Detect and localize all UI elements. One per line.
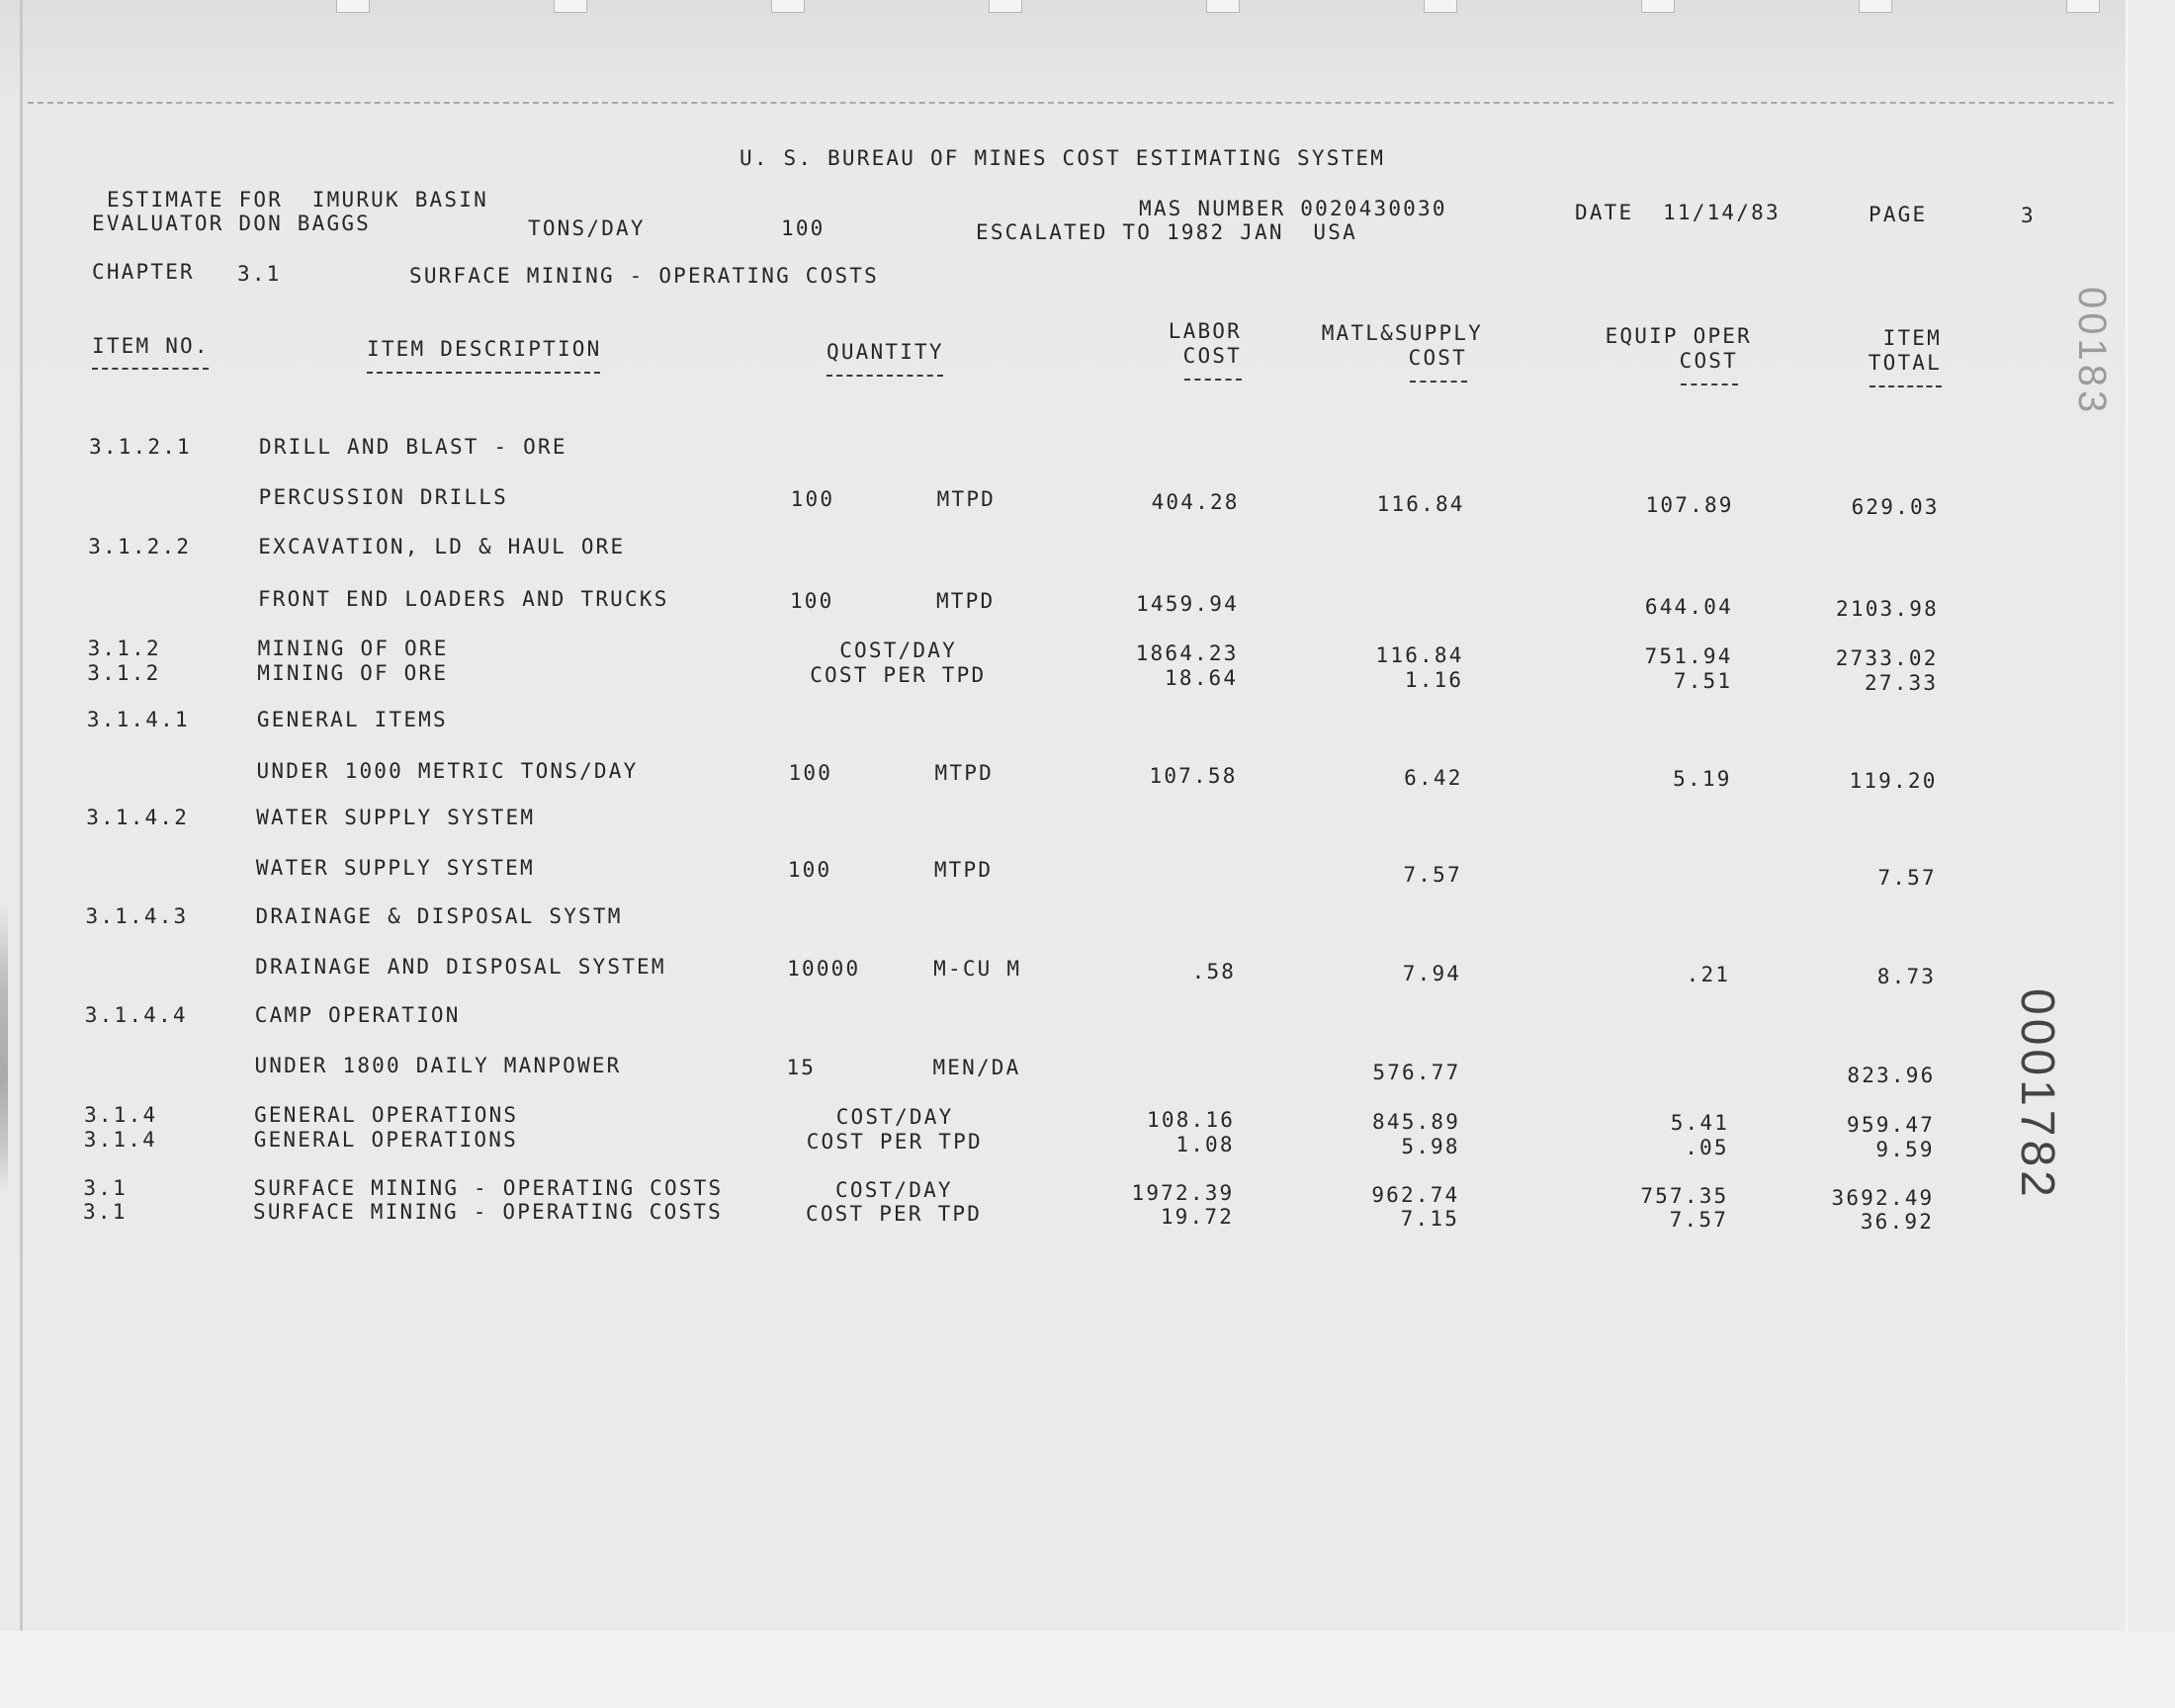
- item-description: MINING OF ORE: [257, 637, 449, 660]
- quantity-value: 100: [790, 487, 835, 511]
- col-item-no: ITEM NO.: [92, 334, 210, 358]
- item-total: 2733.02: [1835, 646, 1939, 670]
- page-label: PAGE: [1869, 203, 1928, 226]
- item-number: 3.1.4: [83, 1128, 157, 1152]
- item-description: MINING OF ORE: [257, 661, 449, 685]
- equip-oper-cost: 7.51: [1673, 669, 1733, 693]
- item-number: 3.1: [83, 1176, 128, 1200]
- equip-oper-cost: 7.57: [1669, 1208, 1729, 1232]
- labor-cost: 1972.39: [1131, 1181, 1235, 1205]
- col-total-line2: TOTAL: [1868, 351, 1942, 375]
- quantity-value: 100: [787, 858, 832, 882]
- matl-supply-cost: 6.42: [1404, 766, 1463, 790]
- item-description: DRAINAGE AND DISPOSAL SYSTEM: [255, 955, 666, 979]
- equip-oper-cost: 757.35: [1640, 1184, 1729, 1208]
- col-labor-line1: LABOR: [1168, 319, 1242, 343]
- cost-basis: COST PER TPD: [805, 1202, 983, 1226]
- col-equip-line1: EQUIP OPER: [1605, 324, 1752, 348]
- margin-stamp: 0001782: [2011, 988, 2063, 1201]
- equip-oper-cost: 5.19: [1673, 767, 1732, 791]
- tractor-hole: [989, 0, 1022, 13]
- quantity-unit: MEN/DA: [932, 1056, 1021, 1079]
- labor-cost: 404.28: [1151, 490, 1240, 514]
- labor-cost: 107.58: [1149, 764, 1238, 788]
- col-quantity: QUANTITY: [826, 340, 944, 364]
- chapter-title: SURFACE MINING - OPERATING COSTS: [409, 264, 879, 288]
- item-description: UNDER 1800 DAILY MANPOWER: [254, 1054, 622, 1077]
- item-number: 3.1.2: [87, 661, 161, 685]
- col-total-line1: ITEM: [1882, 326, 1942, 350]
- item-number: 3.1.2.1: [89, 435, 192, 459]
- tractor-hole: [771, 0, 805, 13]
- item-total: 3692.49: [1831, 1186, 1935, 1210]
- col-description: ITEM DESCRIPTION: [367, 337, 602, 361]
- tractor-hole: [1859, 0, 1892, 13]
- item-number: 3.1.4.3: [85, 904, 189, 928]
- matl-supply-cost: 7.57: [1403, 863, 1462, 887]
- labor-cost: .58: [1191, 960, 1237, 983]
- item-description: WATER SUPPLY SYSTEM: [256, 806, 536, 829]
- item-number: 3.1.4.1: [86, 708, 190, 731]
- tons-day-value: 100: [781, 216, 826, 240]
- col-underline: [1410, 381, 1467, 383]
- quantity-value: 100: [788, 761, 833, 785]
- cost-basis: COST PER TPD: [806, 1130, 983, 1153]
- matl-supply-cost: 845.89: [1372, 1110, 1461, 1134]
- item-number: 3.1: [83, 1200, 128, 1224]
- estimate-for: ESTIMATE FOR IMURUK BASIN: [107, 188, 488, 212]
- labor-cost: 19.72: [1160, 1205, 1235, 1229]
- tractor-hole: [1641, 0, 1675, 13]
- item-total: 959.47: [1847, 1113, 1936, 1137]
- item-total: 7.57: [1877, 866, 1937, 890]
- margin-stamp-faint: 00183: [2070, 287, 2114, 417]
- item-description: PERCUSSION DRILLS: [258, 485, 508, 509]
- cost-basis: COST/DAY: [839, 639, 957, 662]
- cost-basis: COST/DAY: [835, 1178, 953, 1202]
- tons-day-label: TONS/DAY: [528, 216, 646, 240]
- escalated-to: ESCALATED TO 1982 JAN USA: [976, 220, 1357, 244]
- scan-bottom-margin: [0, 1631, 2175, 1708]
- matl-supply-cost: 116.84: [1375, 643, 1464, 667]
- equip-oper-cost: .21: [1686, 963, 1731, 986]
- item-total: 119.20: [1849, 769, 1938, 793]
- cost-basis: COST/DAY: [835, 1105, 954, 1129]
- equip-oper-cost: 107.89: [1645, 493, 1734, 517]
- quantity-unit: M-CU M: [933, 957, 1022, 981]
- report-date: DATE 11/14/83: [1575, 201, 1781, 224]
- matl-supply-cost: 116.84: [1376, 492, 1465, 516]
- chapter-label: CHAPTER: [92, 260, 195, 284]
- equip-oper-cost: 751.94: [1644, 644, 1733, 668]
- item-number: 3.1.4.4: [84, 1003, 188, 1027]
- col-underline: [367, 372, 600, 374]
- item-total: 27.33: [1865, 671, 1939, 695]
- mas-number: MAS NUMBER 0020430030: [1139, 197, 1447, 220]
- item-description: UNDER 1000 METRIC TONS/DAY: [256, 759, 639, 783]
- item-total: 36.92: [1860, 1210, 1935, 1234]
- quantity-unit: MTPD: [935, 589, 996, 613]
- quantity-value: 10000: [787, 957, 861, 981]
- matl-supply-cost: 962.74: [1371, 1183, 1460, 1207]
- matl-supply-cost: 7.94: [1402, 962, 1462, 985]
- item-total: 9.59: [1875, 1138, 1935, 1161]
- item-number: 3.1.4: [84, 1103, 158, 1127]
- item-description: CAMP OPERATION: [254, 1003, 461, 1027]
- chapter-number: 3.1: [237, 262, 282, 286]
- evaluator: EVALUATOR DON BAGGS: [92, 212, 372, 235]
- scan-edge-shadow: [0, 899, 8, 1196]
- item-description: DRILL AND BLAST - ORE: [259, 435, 567, 459]
- item-description: FRONT END LOADERS AND TRUCKS: [257, 587, 669, 611]
- quantity-unit: MTPD: [933, 858, 994, 882]
- equip-oper-cost: 5.41: [1670, 1111, 1730, 1135]
- item-description: SURFACE MINING - OPERATING COSTS: [253, 1176, 724, 1200]
- col-underline: [826, 375, 943, 377]
- quantity-value: 15: [786, 1056, 817, 1079]
- matl-supply-cost: 1.16: [1404, 668, 1464, 692]
- item-total: 2103.98: [1836, 597, 1939, 621]
- item-total: 823.96: [1847, 1064, 1936, 1087]
- tractor-hole: [336, 0, 370, 13]
- equip-oper-cost: 644.04: [1644, 595, 1733, 619]
- col-underline: [1681, 384, 1738, 385]
- labor-cost: 1459.94: [1136, 592, 1239, 616]
- labor-cost: 1.08: [1175, 1133, 1235, 1156]
- equip-oper-cost: .05: [1685, 1136, 1729, 1159]
- item-number: 3.1.2: [87, 637, 161, 660]
- col-equip-line2: COST: [1679, 349, 1738, 373]
- labor-cost: 1864.23: [1135, 641, 1239, 665]
- tractor-hole: [1206, 0, 1240, 13]
- tractor-hole: [554, 0, 587, 13]
- item-total: 8.73: [1876, 965, 1937, 988]
- report-title: U. S. BUREAU OF MINES COST ESTIMATING SYSTEM: [740, 146, 1386, 170]
- item-description: GENERAL OPERATIONS: [253, 1128, 518, 1152]
- item-description: SURFACE MINING - OPERATING COSTS: [253, 1200, 724, 1224]
- labor-cost: 108.16: [1147, 1108, 1236, 1132]
- col-underline: [1184, 379, 1242, 381]
- labor-cost: 18.64: [1165, 666, 1239, 690]
- quantity-unit: MTPD: [936, 487, 997, 511]
- tractor-hole: [2066, 0, 2100, 13]
- cost-basis: COST PER TPD: [810, 663, 987, 687]
- quantity-value: 100: [789, 589, 834, 613]
- item-number: 3.1.2.2: [88, 535, 192, 558]
- matl-supply-cost: 5.98: [1401, 1135, 1460, 1158]
- matl-supply-cost: 576.77: [1372, 1061, 1461, 1084]
- item-description: DRAINAGE & DISPOSAL SYSTM: [255, 904, 623, 928]
- item-number: 3.1.4.2: [86, 806, 190, 829]
- col-underline: [92, 368, 209, 370]
- col-labor-line2: COST: [1182, 344, 1242, 368]
- col-matl-line2: COST: [1408, 346, 1467, 370]
- item-description: WATER SUPPLY SYSTEM: [255, 856, 535, 880]
- col-matl-line1: MATL&SUPPLY: [1321, 321, 1483, 345]
- quantity-unit: MTPD: [934, 761, 994, 785]
- perforation-line: [28, 102, 2114, 104]
- tractor-hole: [1424, 0, 1457, 13]
- matl-supply-cost: 7.15: [1400, 1207, 1460, 1231]
- item-description: GENERAL OPERATIONS: [254, 1103, 519, 1127]
- item-description: EXCAVATION, LD & HAUL ORE: [258, 535, 626, 558]
- item-description: GENERAL ITEMS: [256, 708, 448, 731]
- col-underline: [1870, 385, 1942, 387]
- item-total: 629.03: [1851, 495, 1940, 519]
- page-number: 3: [2021, 204, 2036, 227]
